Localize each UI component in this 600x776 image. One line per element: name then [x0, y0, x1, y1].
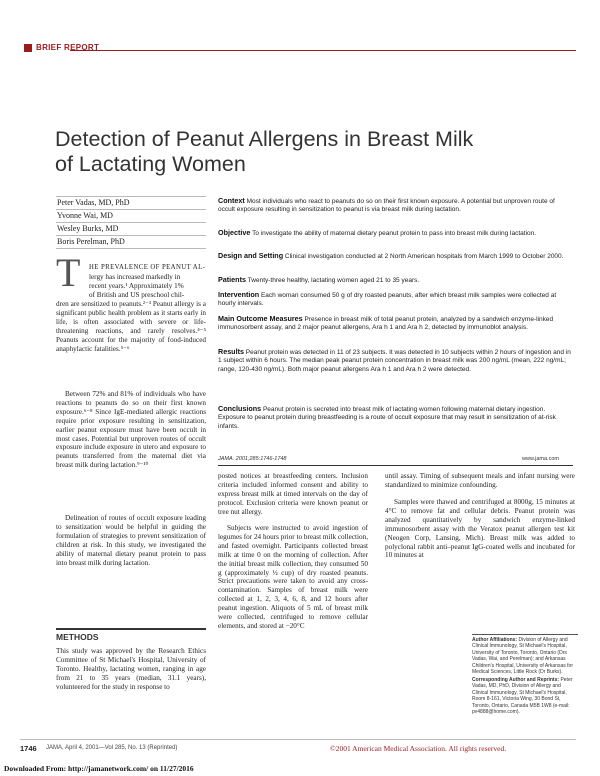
- affiliation-text: Division of Allergy and Clinical Immunology, St Michael's Hospital, University of Toronto, Toronto, Ontario (Drs Vadas, Wai, and Perelman); and Arkansas Children's Hospital, University of Arkansas for Medical Sciences, Little Rock (Dr Burks).: [472, 637, 573, 676]
- intro-paragraph: dren are sensitized to peanuts.²⁻³ Peanut allergy is a significant public health problem as it starts early in life, is often associated with severe or life-threatening reactions, and rarely resolves.⁴⁻⁵ Peanuts account for the majority of food-induced anaphylactic fatalities.⁵⁻⁶: [56, 300, 206, 353]
- header-rule: [20, 50, 576, 51]
- body-paragraph: This study was approved by the Research Ethics Committee of St Michael's Hospital, University of Toronto. Healthy, lactating women, ranging in age from 21 to 35 years (median, 31.1 years), volunteered for the study in response to: [56, 647, 206, 691]
- author-divider: [56, 235, 206, 236]
- abstract-outcome: [218, 315, 573, 333]
- abstract-results: [218, 348, 573, 374]
- download-notice[interactable]: Downloaded From: http://jamanetwork.com/ on 11/27/2016: [4, 764, 194, 773]
- abstract-text: Peanut protein was detected in 11 of 23 subjects. It was detected in 10 subjects within 2 hours of ingestion and in 1 subject within 6 hours. The median peak peanut protein concentration in breast milk was 200 ng/mL (mean, 222 ng/mL; range, 120-430 ng/mL). Both major peanut allergens Ara h 1 and Ara h 2 were detected.: [218, 349, 571, 373]
- section-label: BRIEF REPORT: [36, 43, 100, 52]
- body-paragraph: posted notices at breastfeeding centers. Inclusion criteria included informed consent and ability to express breast milk at timed intervals on the day of protocol. Exclusion criteria were known peanut or tree nut allergy.: [218, 472, 368, 516]
- abstract-objective: [218, 229, 573, 238]
- abstract-label: Results: [218, 347, 244, 356]
- abstract-text: Most individuals who react to peanuts do so on their first known exposure. A potential but unproven route of occult exposure resulting in sensitization to peanut is via breast milk during lactation.: [218, 198, 555, 214]
- abstract-patients: [218, 276, 573, 285]
- body-paragraph: Samples were thawed and centrifuged at 8000g, 15 minutes at 4°C to remove fat and cellular debris. Peanut protein was analyzed quantitatively by sandwich enzyme-linked immunosorbent assay with the Veratox peanut allergen test kit (Neogen Corp, Lansing, Mich). Breast milk was added to polyclonal rabbit anti–peanut IgG-coated wells and incubated for 10 minutes at: [385, 498, 575, 560]
- abstract-conclusions: [218, 405, 573, 431]
- abstract-label: Patients: [218, 275, 246, 284]
- author-name: Peter Vadas, MD, PhD: [57, 198, 130, 207]
- author-affiliations: [472, 637, 578, 675]
- intro-line: of British and US preschool chil-: [89, 291, 185, 299]
- footer-journal: JAMA, April 4, 2001—Vol 285, No. 13 (Reprinted): [46, 745, 178, 751]
- abstract-label: Intervention: [218, 290, 260, 299]
- author-divider: [56, 248, 206, 249]
- abstract-context: [218, 197, 573, 215]
- affiliation-label: Author Affiliations:: [472, 637, 518, 643]
- abstract-text: Twenty-three healthy, lactating women aged 21 to 35 years.: [247, 277, 420, 284]
- abstract-text: Clinical investigation conducted at 2 North American hospitals from March 1999 to October 2000.: [284, 253, 564, 260]
- drop-cap: T: [56, 250, 81, 295]
- abstract-design: [218, 252, 573, 261]
- abstract-text: To investigate the ability of maternal dietary peanut protein to pass into breast milk during lactation.: [252, 230, 537, 237]
- body-paragraph: Subjects were instructed to avoid ingestion of legumes for 24 hours prior to breast milk collection, and fasted overnight. Participants collected breast milk at time 0 on the morning of collection. After the initial breast milk collection, they consumed 50 g (approximately ½ cup) of dry roasted peanuts. Strict precautions were taken to avoid any cross-contamination. Samples of breast milk were collected at 1, 2, 3, 4, 6, 8, and 12 hours after peanut ingestion. Aliquots of 5 mL of breast milk were collected, centrifuged to remove cellular elements, and stored at −20°C: [218, 524, 368, 630]
- abstract-label: Design and Setting: [218, 251, 284, 260]
- article-title: [55, 127, 575, 177]
- title-line-2: of Lactating Women: [55, 152, 246, 176]
- body-paragraph: until assay. Timing of subsequent meals and infant nursing were standardized to minimize confounding.: [385, 472, 575, 489]
- abstract-label: Context: [218, 196, 245, 205]
- intro-line: recent years.¹ Approximately 1%: [89, 282, 184, 290]
- author-divider: [56, 222, 206, 223]
- title-line-1: Detection of Peanut Allergens in Breast Milk: [55, 127, 474, 151]
- journal-citation: JAMA. 2001;285:1746-1748: [218, 456, 287, 462]
- author-name: Boris Perelman, PhD: [57, 237, 125, 246]
- abstract-rule: [218, 465, 573, 466]
- body-paragraph: Between 72% and 81% of individuals who have reactions to peanuts do so on their first known exposure.⁶⁻⁸ Since IgE-mediated allergic reactions require prior exposure resulting in sensitization, earlier peanut exposure must have been occult in most cases. Potential but unproven routes of occult exposure include exposure in utero and exposure to peanuts transferred from the maternal diet via breast milk during lactation.⁹⁻¹⁰: [56, 390, 206, 470]
- author-name: Yvonne Wai, MD: [57, 211, 113, 220]
- affiliation-rule: [472, 634, 578, 635]
- abstract-text: Peanut protein is secreted into breast milk of lactating women following maternal dietary ingestion. Exposure to peanut protein during breastfeeding is a route of occult exposure that may result in sensitization of at-risk infants.: [218, 406, 556, 430]
- abstract-text: Presence in breast milk of total peanut protein, analyzed by a sandwich enzyme-linked immunosorbent assay, and 2 major peanut allergens, Ara h 1 and Ara h 2, detected by immunoblot analysis.: [218, 316, 554, 332]
- author-name: Wesley Burks, MD: [57, 224, 119, 233]
- copyright-notice: ©2001 American Medical Association. All rights reserved.: [330, 744, 507, 753]
- abstract-label: Main Outcome Measures: [218, 314, 303, 323]
- abstract-label: Objective: [218, 228, 251, 237]
- affiliation-label: Corresponding Author and Reprints:: [472, 677, 560, 683]
- methods-rule: [56, 628, 206, 630]
- intro-line: lergy has increased markedly in: [89, 273, 181, 281]
- intro-head: HE PREVALENCE OF PEANUT AL-: [89, 264, 206, 271]
- abstract-intervention: [218, 291, 573, 309]
- abstract-label: Conclusions: [218, 404, 262, 413]
- author-divider: [56, 209, 206, 210]
- author-divider: [56, 196, 206, 197]
- abstract-text: Each woman consumed 50 g of dry roasted peanuts, after which breast milk samples were collected at hourly intervals.: [218, 292, 557, 308]
- section-marker-icon: [24, 44, 32, 52]
- body-paragraph: Delineation of routes of occult exposure leading to sensitization would be helpful in guiding the formulation of strategies to prevent sensitization of children at risk. In this study, we investigated the ability of maternal dietary peanut protein to pass into breast milk during lactation.: [56, 514, 206, 567]
- affiliation-text: Peter Vadas, MD, PhD, Division of Allergy and Clinical Immunology, St Michael's Hospital, Room 8-161, Victoria Wing, 30 Bond St, Toronto, Ontario, Canada M5B 1W8 (e-mail: pv4888@home.com).: [472, 677, 573, 716]
- corresponding-author: [472, 677, 578, 715]
- footer-rule: [20, 739, 576, 740]
- page-number: 1746: [20, 744, 37, 753]
- journal-url[interactable]: www.jama.com: [522, 456, 559, 462]
- methods-heading: METHODS: [56, 632, 99, 642]
